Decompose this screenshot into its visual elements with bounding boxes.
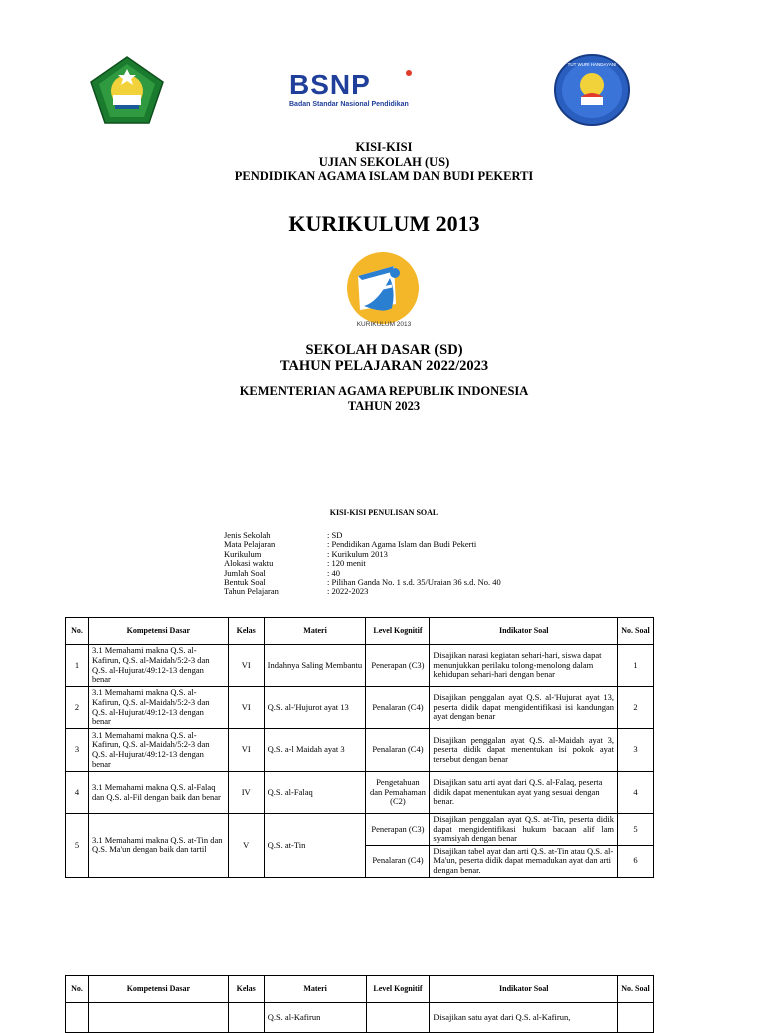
cell-no: 1 [66,645,89,687]
cell-kd: 3.1 Memahami makna Q.S. al-Kafirun, Q.S. al-Maidah/5:2-3 dan Q.S. al-Hujurat/49:12-13 dengan benar [88,729,228,772]
kisi-kisi-table [65,617,654,878]
cell-materi: Indahnya Saling Membantu [264,645,366,687]
cell-indikator: Disajikan satu arti ayat dari Q.S. al-Falaq, peserta didik dapat menentukan ayat yang sesuai dengan benar. [430,772,618,814]
cell-no: 3 [66,729,89,772]
kurikulum-2013-logo [344,250,424,330]
document-title [0,140,768,184]
info-label: Jenis Sekolah [224,530,271,540]
col-header-materi: Materi [264,618,366,645]
col-header-nosoal: No. Soal [618,618,654,645]
col-header-indikator: Indikator Soal [430,618,618,645]
cell-materi: Q.S. al-Kafirun [264,1003,366,1033]
cell-kelas [228,1003,264,1033]
info-value: : Pilihan Ganda No. 1 s.d. 35/Uraian 36 s.d. No. 40 [327,577,501,588]
col-header-level: Level Kognitif [366,976,430,1003]
table-row [66,645,654,687]
table-row [66,814,654,846]
title-line-3: PENDIDIKAN AGAMA ISLAM DAN BUDI PEKERTI [234,169,534,183]
cell-indikator: Disajikan tabel ayat dan arti Q.S. at-Tin atau Q.S. al-Ma'un, peserta didik dapat memadukan ayat dan arti dengan benar. [430,845,618,877]
cell-materi: Q.S. al-Falaq [264,772,366,814]
kisi-heading: KISI-KISI PENULISAN SOAL [329,508,439,517]
info-value: : Pendidikan Agama Islam dan Budi Pekerti [327,539,477,550]
cell-indikator: Disajikan penggalan ayat Q.S. al-'Hujurat ayat 13, peserta didik dapat mengidentifikasi isi kandungan ayat dengan benar [430,687,618,729]
info-row [224,587,501,596]
table-header-row [66,618,654,645]
cell-kelas: IV [228,772,264,814]
cell-no: 2 [66,687,89,729]
bsnp-subtitle: Badan Standar Nasional Pendidikan [289,101,409,108]
col-header-materi: Materi [264,976,366,1003]
col-header-kd: Kompetensi Dasar [88,976,228,1003]
cell-nosoal: 6 [618,845,654,877]
cell-materi: Q.S. at-Tin [264,814,366,878]
cell-level: Penerapan (C3) [366,814,430,846]
info-value: : Kurikulum 2013 [327,548,388,559]
cell-indikator: Disajikan narasi kegiatan sehari-hari, siswa dapat menunjukkan perilaku tolong-menolong dalam kehidupan sehari-hari dengan benar [430,645,618,687]
cell-level: Penalaran (C4) [366,687,430,729]
info-value: : 2022-2023 [327,586,369,597]
bsnp-logo [288,68,418,110]
cell-indikator: Disajikan penggalan ayat Q.S. al-Maidah ayat 3, peserta didik dapat menentukan isi pokok ayat tersebut dengan benar [430,729,618,772]
cell-nosoal: 5 [618,814,654,846]
col-header-indikator: Indikator Soal [430,976,618,1003]
cell-no: 4 [66,772,89,814]
kurikulum-badge-text: KURIKULUM 2013 [356,321,412,328]
cell-indikator: Disajikan satu ayat dari Q.S. al-Kafirun, [430,1003,618,1033]
cell-kelas: VI [228,687,264,729]
ministry-name: KEMENTERIAN AGAMA REPUBLIK INDONESIA [239,384,529,398]
cell-kelas: VI [228,645,264,687]
table-header-row [66,976,654,1003]
cell-nosoal: 2 [618,687,654,729]
cell-materi: Q.S. a-l Maidah ayat 3 [264,729,366,772]
title-line-1: KISI-KISI [355,140,413,154]
info-value: : 40 [327,567,340,578]
table-row [66,772,654,814]
kurikulum-heading: KURIKULUM 2013 [288,211,480,236]
kisi-kisi-table-continued [65,975,654,1033]
info-label: Alokasi waktu [224,558,274,569]
tut-wuri-text: TUT WURI HANDAYANI [567,62,617,67]
col-header-kd: Kompetensi Dasar [88,618,228,645]
col-header-kelas: Kelas [228,976,264,1003]
info-label: Mata Pelajaran [224,539,276,550]
col-header-level: Level Kognitif [366,618,430,645]
kemenag-logo [89,55,165,125]
cell-kd: 3.1 Memahami makna Q.S. al-Kafirun, Q.S. al-Maidah/5:2-3 dan Q.S. al-Hujurat/49:12-13 dengan benar [88,687,228,729]
info-label: Tahun Pelajaran [224,586,279,597]
school-level: SEKOLAH DASAR (SD) [305,342,463,358]
cell-level: Penalaran (C4) [366,845,430,877]
cell-kd: 3.1 Memahami makna Q.S. al-Kafirun, Q.S. al-Maidah/5:2-3 dan Q.S. al-Hujurat/49:12-13 dengan benar [88,645,228,687]
school-level-block [0,342,768,374]
cell-indikator: Disajikan penggalan ayat Q.S. at-Tin, peserta didik dapat mengidentifikasi hukum bacaan alif lam syamsiyah dengan benar [430,814,618,846]
cell-materi: Q.S. al-'Hujurot ayat 13 [264,687,366,729]
cell-nosoal: 3 [618,729,654,772]
cell-level: Pengetahuan dan Pemahaman (C2) [366,772,430,814]
col-header-no: No. [66,976,89,1003]
info-label: Kurikulum [224,548,262,559]
ministry-year: TAHUN 2023 [347,399,421,413]
cell-kd [88,1003,228,1033]
col-header-nosoal: No. Soal [618,976,654,1003]
cell-level [366,1003,430,1033]
exam-info-list [224,531,501,597]
cell-kelas: VI [228,729,264,772]
ministry-block [0,384,768,414]
info-label: Bentuk Soal [224,577,266,588]
info-label: Jumlah Soal [224,567,266,578]
cell-nosoal: 1 [618,645,654,687]
table-row [66,729,654,772]
table-row [66,687,654,729]
cell-kd: 3.1 Memahami makna Q.S. al-Falaq dan Q.S. al-Fil dengan baik dan benar [88,772,228,814]
info-value: : SD [327,530,343,540]
info-value: : 120 menit [327,558,366,569]
cell-level: Penalaran (C4) [366,729,430,772]
title-line-2: UJIAN SEKOLAH (US) [318,154,450,169]
col-header-no: No. [66,618,89,645]
cell-nosoal [618,1003,654,1033]
bsnp-logo-text: BSNP [289,69,371,100]
cell-nosoal: 4 [618,772,654,814]
col-header-kelas: Kelas [228,618,264,645]
tut-wuri-handayani-logo [553,53,631,127]
cell-no [66,1003,89,1033]
cell-kelas: V [228,814,264,878]
cell-level: Penerapan (C3) [366,645,430,687]
school-year: TAHUN PELAJARAN 2022/2023 [279,358,489,374]
cell-kd: 3.1 Memahami makna Q.S. at-Tin dan Q.S. Ma'un dengan baik dan tartil [88,814,228,878]
table-row [66,1003,654,1033]
cell-no: 5 [66,814,89,878]
